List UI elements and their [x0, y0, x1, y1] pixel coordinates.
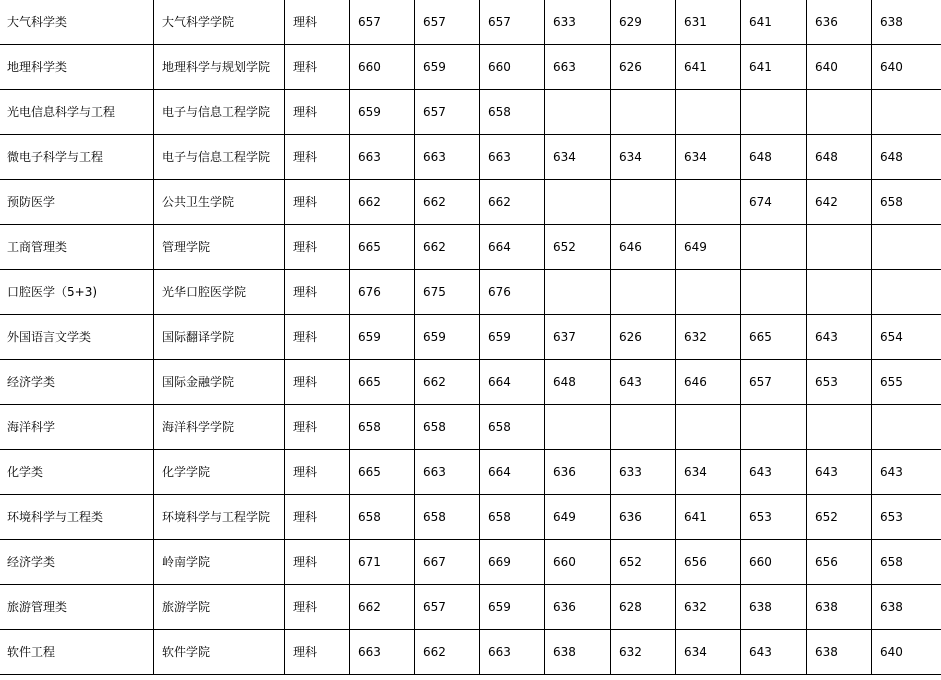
score-cell: 652	[611, 540, 676, 585]
score-cell: 634	[545, 135, 611, 180]
score-cell: 653	[872, 495, 941, 540]
score-cell: 659	[350, 90, 415, 135]
score-cell: 663	[350, 135, 415, 180]
table-row	[0, 630, 941, 675]
score-cell: 634	[676, 630, 741, 675]
major-cell: 地理科学类	[0, 45, 154, 90]
major-cell: 口腔医学（5+3)	[0, 270, 154, 315]
college-cell: 地理科学与规划学院	[154, 45, 285, 90]
score-cell: 637	[545, 315, 611, 360]
score-cell: 657	[350, 0, 415, 45]
score-cell: 629	[611, 0, 676, 45]
score-cell: 669	[480, 540, 545, 585]
subject-cell: 理科	[285, 540, 350, 585]
major-cell: 光电信息科学与工程	[0, 90, 154, 135]
score-cell: 665	[741, 315, 807, 360]
score-cell: 665	[350, 360, 415, 405]
score-cell: 643	[807, 450, 872, 495]
score-cell: 638	[872, 585, 941, 630]
score-cell	[611, 180, 676, 225]
score-cell: 655	[872, 360, 941, 405]
score-cell: 649	[545, 495, 611, 540]
score-cell: 643	[872, 450, 941, 495]
college-cell: 电子与信息工程学院	[154, 135, 285, 180]
score-cell: 649	[676, 225, 741, 270]
score-cell: 663	[545, 45, 611, 90]
subject-cell: 理科	[285, 45, 350, 90]
score-cell: 636	[611, 495, 676, 540]
score-cell: 628	[611, 585, 676, 630]
score-cell: 664	[480, 225, 545, 270]
score-cell	[741, 270, 807, 315]
major-cell: 环境科学与工程类	[0, 495, 154, 540]
score-cell: 638	[741, 585, 807, 630]
score-cell: 676	[480, 270, 545, 315]
table-row	[0, 540, 941, 585]
score-cell: 641	[676, 45, 741, 90]
college-cell: 大气科学学院	[154, 0, 285, 45]
college-cell: 环境科学与工程学院	[154, 495, 285, 540]
score-cell: 671	[350, 540, 415, 585]
score-cell: 657	[415, 585, 480, 630]
score-cell	[741, 90, 807, 135]
score-cell: 660	[480, 45, 545, 90]
score-cell: 632	[611, 630, 676, 675]
table-row	[0, 450, 941, 495]
major-cell: 化学类	[0, 450, 154, 495]
table-row	[0, 315, 941, 360]
major-cell: 微电子科学与工程	[0, 135, 154, 180]
score-cell	[807, 405, 872, 450]
score-cell	[807, 270, 872, 315]
score-cell: 634	[676, 135, 741, 180]
score-cell: 652	[807, 495, 872, 540]
major-cell: 海洋科学	[0, 405, 154, 450]
score-cell: 646	[676, 360, 741, 405]
subject-cell: 理科	[285, 405, 350, 450]
score-cell: 652	[545, 225, 611, 270]
score-cell	[872, 90, 941, 135]
table-row	[0, 360, 941, 405]
subject-cell: 理科	[285, 630, 350, 675]
score-cell: 648	[872, 135, 941, 180]
subject-cell: 理科	[285, 315, 350, 360]
score-cell	[611, 270, 676, 315]
table-row	[0, 0, 941, 45]
major-cell: 经济学类	[0, 360, 154, 405]
score-cell: 636	[545, 585, 611, 630]
score-cell	[676, 270, 741, 315]
score-cell: 662	[415, 180, 480, 225]
subject-cell: 理科	[285, 495, 350, 540]
score-cell	[545, 405, 611, 450]
score-cell: 657	[480, 0, 545, 45]
score-cell: 656	[807, 540, 872, 585]
score-cell: 641	[741, 0, 807, 45]
score-cell: 662	[415, 360, 480, 405]
score-cell: 648	[807, 135, 872, 180]
score-cell: 675	[415, 270, 480, 315]
score-cell	[676, 90, 741, 135]
table-row	[0, 135, 941, 180]
college-cell: 软件学院	[154, 630, 285, 675]
score-cell	[741, 225, 807, 270]
score-cell: 631	[676, 0, 741, 45]
score-cell: 676	[350, 270, 415, 315]
score-cell: 658	[480, 90, 545, 135]
subject-cell: 理科	[285, 90, 350, 135]
score-cell: 658	[480, 495, 545, 540]
score-cell: 638	[807, 585, 872, 630]
score-cell: 658	[350, 495, 415, 540]
score-cell: 663	[415, 450, 480, 495]
score-cell: 640	[807, 45, 872, 90]
score-cell: 663	[480, 135, 545, 180]
score-cell: 657	[415, 90, 480, 135]
score-cell: 665	[350, 225, 415, 270]
score-cell: 626	[611, 45, 676, 90]
score-cell: 642	[807, 180, 872, 225]
score-cell	[807, 90, 872, 135]
score-cell: 643	[741, 450, 807, 495]
score-cell: 633	[611, 450, 676, 495]
college-cell: 电子与信息工程学院	[154, 90, 285, 135]
score-cell: 653	[807, 360, 872, 405]
score-cell: 654	[872, 315, 941, 360]
table-row	[0, 45, 941, 90]
score-cell: 632	[676, 315, 741, 360]
score-cell: 646	[611, 225, 676, 270]
score-cell	[611, 405, 676, 450]
subject-cell: 理科	[285, 0, 350, 45]
major-cell: 预防医学	[0, 180, 154, 225]
score-cell: 656	[676, 540, 741, 585]
score-cell: 658	[350, 405, 415, 450]
score-cell: 634	[611, 135, 676, 180]
score-cell: 648	[741, 135, 807, 180]
score-cell: 663	[480, 630, 545, 675]
score-cell: 662	[480, 180, 545, 225]
score-cell: 660	[741, 540, 807, 585]
table-row	[0, 585, 941, 630]
college-cell: 化学学院	[154, 450, 285, 495]
major-cell: 外国语言文学类	[0, 315, 154, 360]
college-cell: 海洋科学学院	[154, 405, 285, 450]
score-cell: 634	[676, 450, 741, 495]
subject-cell: 理科	[285, 135, 350, 180]
score-cell: 643	[611, 360, 676, 405]
score-cell	[872, 270, 941, 315]
college-cell: 旅游学院	[154, 585, 285, 630]
college-cell: 国际翻译学院	[154, 315, 285, 360]
score-cell: 641	[676, 495, 741, 540]
score-cell: 641	[741, 45, 807, 90]
score-cell: 662	[415, 225, 480, 270]
score-cell: 664	[480, 450, 545, 495]
table-row	[0, 225, 941, 270]
score-cell: 664	[480, 360, 545, 405]
score-cell: 659	[415, 45, 480, 90]
score-cell	[545, 90, 611, 135]
score-cell: 640	[872, 45, 941, 90]
score-cell: 658	[872, 540, 941, 585]
college-cell: 公共卫生学院	[154, 180, 285, 225]
score-cell: 659	[415, 315, 480, 360]
table-row	[0, 270, 941, 315]
score-cell: 657	[415, 0, 480, 45]
score-cell: 674	[741, 180, 807, 225]
score-cell: 663	[415, 135, 480, 180]
score-cell: 648	[545, 360, 611, 405]
score-cell: 638	[807, 630, 872, 675]
score-cell	[545, 270, 611, 315]
score-cell: 658	[480, 405, 545, 450]
score-cell: 653	[741, 495, 807, 540]
college-cell: 国际金融学院	[154, 360, 285, 405]
table-row	[0, 495, 941, 540]
college-cell: 光华口腔医学院	[154, 270, 285, 315]
table-row	[0, 180, 941, 225]
score-cell: 636	[545, 450, 611, 495]
score-cell: 626	[611, 315, 676, 360]
score-cell: 632	[676, 585, 741, 630]
score-cell: 658	[872, 180, 941, 225]
subject-cell: 理科	[285, 585, 350, 630]
subject-cell: 理科	[285, 450, 350, 495]
score-cell: 662	[350, 180, 415, 225]
table-row	[0, 405, 941, 450]
score-cell: 659	[480, 315, 545, 360]
subject-cell: 理科	[285, 225, 350, 270]
score-cell: 659	[480, 585, 545, 630]
score-cell	[872, 225, 941, 270]
table-row	[0, 90, 941, 135]
score-cell	[807, 225, 872, 270]
score-cell: 640	[872, 630, 941, 675]
subject-cell: 理科	[285, 180, 350, 225]
score-cell: 643	[741, 630, 807, 675]
score-cell: 660	[545, 540, 611, 585]
score-cell	[741, 405, 807, 450]
score-cell: 659	[350, 315, 415, 360]
score-cell: 657	[741, 360, 807, 405]
college-cell: 岭南学院	[154, 540, 285, 585]
major-cell: 大气科学类	[0, 0, 154, 45]
score-cell: 667	[415, 540, 480, 585]
score-cell: 643	[807, 315, 872, 360]
score-cell: 638	[872, 0, 941, 45]
score-cell: 662	[350, 585, 415, 630]
subject-cell: 理科	[285, 360, 350, 405]
score-cell: 638	[545, 630, 611, 675]
score-cell	[545, 180, 611, 225]
score-cell	[872, 405, 941, 450]
score-cell: 665	[350, 450, 415, 495]
score-cell: 658	[415, 495, 480, 540]
major-cell: 软件工程	[0, 630, 154, 675]
subject-cell: 理科	[285, 270, 350, 315]
major-cell: 工商管理类	[0, 225, 154, 270]
score-cell: 663	[350, 630, 415, 675]
score-cell: 658	[415, 405, 480, 450]
college-cell: 管理学院	[154, 225, 285, 270]
score-cell: 662	[415, 630, 480, 675]
score-cell: 636	[807, 0, 872, 45]
score-cell: 660	[350, 45, 415, 90]
score-cell	[676, 405, 741, 450]
score-cell	[676, 180, 741, 225]
major-cell: 经济学类	[0, 540, 154, 585]
major-cell: 旅游管理类	[0, 585, 154, 630]
score-cell	[611, 90, 676, 135]
score-cell: 633	[545, 0, 611, 45]
